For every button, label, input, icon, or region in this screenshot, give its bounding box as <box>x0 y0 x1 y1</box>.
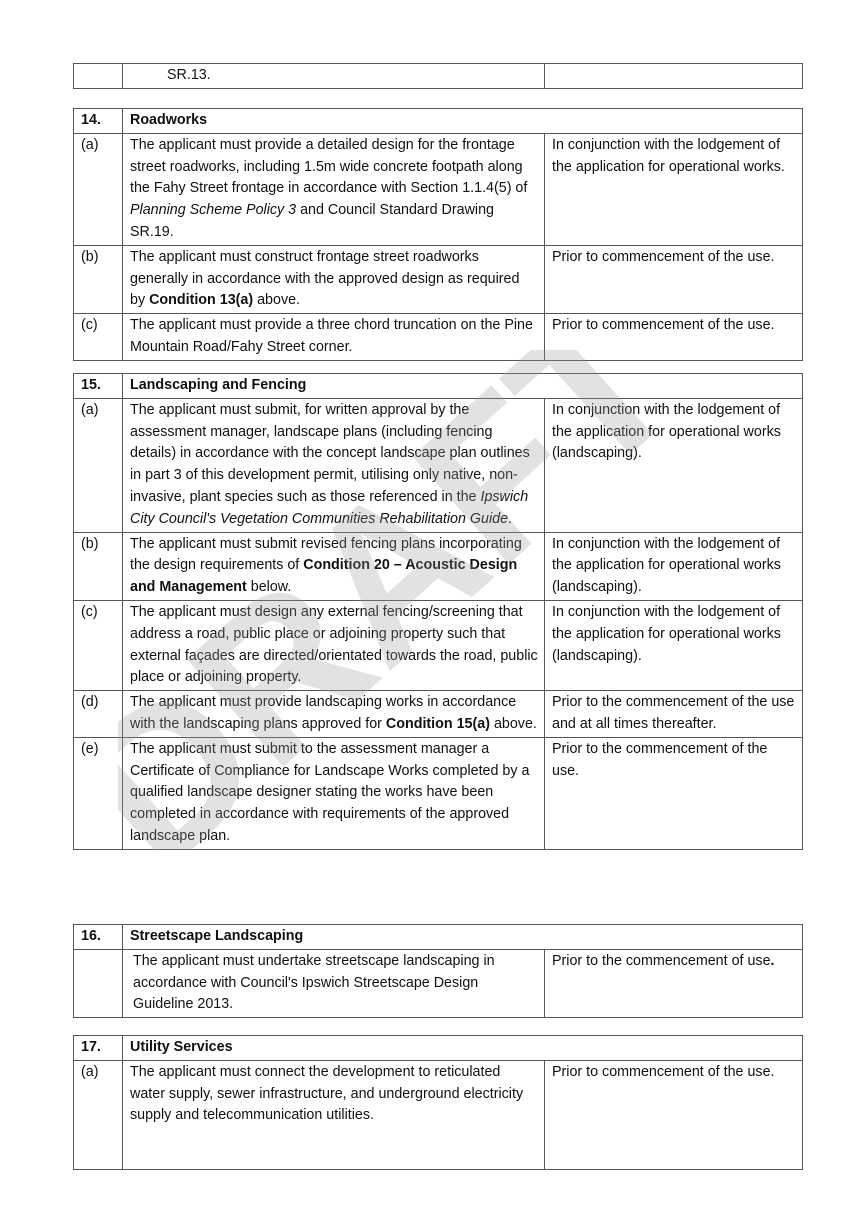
text-segment: . <box>508 510 513 527</box>
item-label: (c) <box>74 314 123 361</box>
item-label: (d) <box>74 691 123 738</box>
timing-text: Prior to the commencement of the use. <box>545 737 803 849</box>
item-label: (a) <box>74 398 123 532</box>
table-row <box>74 245 803 313</box>
item-label: (b) <box>74 245 123 313</box>
text-segment: The applicant must submit revised fencing plans incorporating the design requirements of <box>130 535 522 574</box>
bold-reference: Condition 15(a) <box>385 715 490 732</box>
timing-text: In conjunction with the lodgement of the application for operational works. <box>545 133 803 245</box>
bold-period: . <box>770 952 775 969</box>
item-label: (c) <box>74 600 123 690</box>
text-segment: above. <box>489 715 537 732</box>
condition-text <box>123 691 545 738</box>
table-row <box>74 398 803 532</box>
item-label: (e) <box>74 737 123 849</box>
condition-heading: Utility Services <box>123 1036 803 1061</box>
text-segment: below. <box>246 579 292 596</box>
condition-text: SR.13. <box>123 64 545 89</box>
timing-text: In conjunction with the lodgement of the application for operational works (landscaping). <box>545 600 803 690</box>
condition-text: The applicant must design any external fencing/screening that address a road, public place or adjoining property such that external façades are directed/orientated towards the road, public place or adjoining property. <box>123 600 545 690</box>
bold-reference: Condition 13(a) <box>149 292 254 309</box>
table-row <box>74 737 803 849</box>
table-row <box>74 133 803 245</box>
timing-cell <box>545 64 803 89</box>
condition-text: The applicant must undertake streetscape landscaping in accordance with Council's Ipswich Streetscape Design Guideline 2013. <box>123 949 545 1017</box>
condition-number: 17. <box>74 1036 123 1061</box>
condition-text: The applicant must submit to the assessment manager a Certificate of Compliance for Landscape Works completed by a qualified landscape designer stating the works have been completed in accordance with requirements of the approved landscape plan. <box>123 737 545 849</box>
table-header-row <box>74 925 803 950</box>
watermark-text: DRAFT <box>118 350 678 850</box>
timing-text: Prior to commencement of the use. <box>545 245 803 313</box>
item-label: (a) <box>74 133 123 245</box>
condition-heading: Roadworks <box>123 109 803 134</box>
table-row <box>74 949 803 1017</box>
condition-number: 16. <box>74 925 123 950</box>
item-label: (a) <box>74 1060 123 1169</box>
table-row <box>74 1060 803 1169</box>
table-header-row <box>74 374 803 399</box>
condition-heading: Streetscape Landscaping <box>123 925 803 950</box>
condition-text: The applicant must connect the development to reticulated water supply, sewer infrastructure, and underground electricity supply and telecommunication utilities. <box>123 1060 545 1169</box>
condition-text <box>123 532 545 600</box>
italic-reference: Ipswich City Council's Vegetation Communities Rehabilitation Guide <box>130 488 529 527</box>
condition-number: 14. <box>74 109 123 134</box>
table-row <box>74 64 803 89</box>
number-cell <box>74 64 123 89</box>
table-row <box>74 600 803 690</box>
bold-reference: Condition 20 – Acoustic Design and Management <box>130 557 518 596</box>
timing-text: Prior to commencement of the use. <box>545 314 803 361</box>
condition-text: The applicant must provide a three chord truncation on the Pine Mountain Road/Fahy Street corner. <box>123 314 545 361</box>
italic-reference: Planning Scheme Policy 3 <box>130 202 297 219</box>
condition-14-table <box>73 108 803 361</box>
text-segment: above. <box>253 292 301 309</box>
condition-17-table <box>73 1035 803 1170</box>
timing-text: Prior to commencement of the use. <box>545 1060 803 1169</box>
timing-text <box>545 949 803 1017</box>
condition-text <box>123 245 545 313</box>
table-row <box>74 691 803 738</box>
timing-text: Prior to the commencement of the use and at all times thereafter. <box>545 691 803 738</box>
text-segment: The applicant must provide landscaping works in accordance with the landscaping plans approved for <box>130 694 517 732</box>
table-row <box>74 314 803 361</box>
text-segment: Prior to the commencement of use <box>552 952 771 969</box>
condition-text <box>123 398 545 532</box>
item-label <box>74 949 123 1017</box>
text-segment: The applicant must submit, for written approval by the assessment manager, landscape plans (including fencing details) in accordance with the concept landscape plan outlines in part 3 of this development permit, utilising only native, non-invasive, plant species such as those referenced in the <box>130 401 530 505</box>
condition-16-table <box>73 924 803 1018</box>
text-segment: The applicant must provide a detailed design for the frontage street roadworks, including 1.5m wide concrete footpath along the Fahy Street frontage in accordance with Section 1.1.4(5) of <box>130 136 528 197</box>
table-row <box>74 532 803 600</box>
text-segment: The applicant must construct frontage street roadworks generally in accordance with the approved design as required by <box>130 248 520 309</box>
condition-15-table <box>73 373 803 850</box>
timing-text: In conjunction with the lodgement of the application for operational works (landscaping). <box>545 532 803 600</box>
item-label: (b) <box>74 532 123 600</box>
condition-number: 15. <box>74 374 123 399</box>
table-header-row <box>74 1036 803 1061</box>
condition-text <box>123 133 545 245</box>
condition-13-tail-table <box>73 63 803 89</box>
table-header-row <box>74 109 803 134</box>
timing-text: In conjunction with the lodgement of the application for operational works (landscaping). <box>545 398 803 532</box>
condition-heading: Landscaping and Fencing <box>123 374 803 399</box>
text-segment: and Council Standard Drawing SR.19. <box>130 202 494 240</box>
